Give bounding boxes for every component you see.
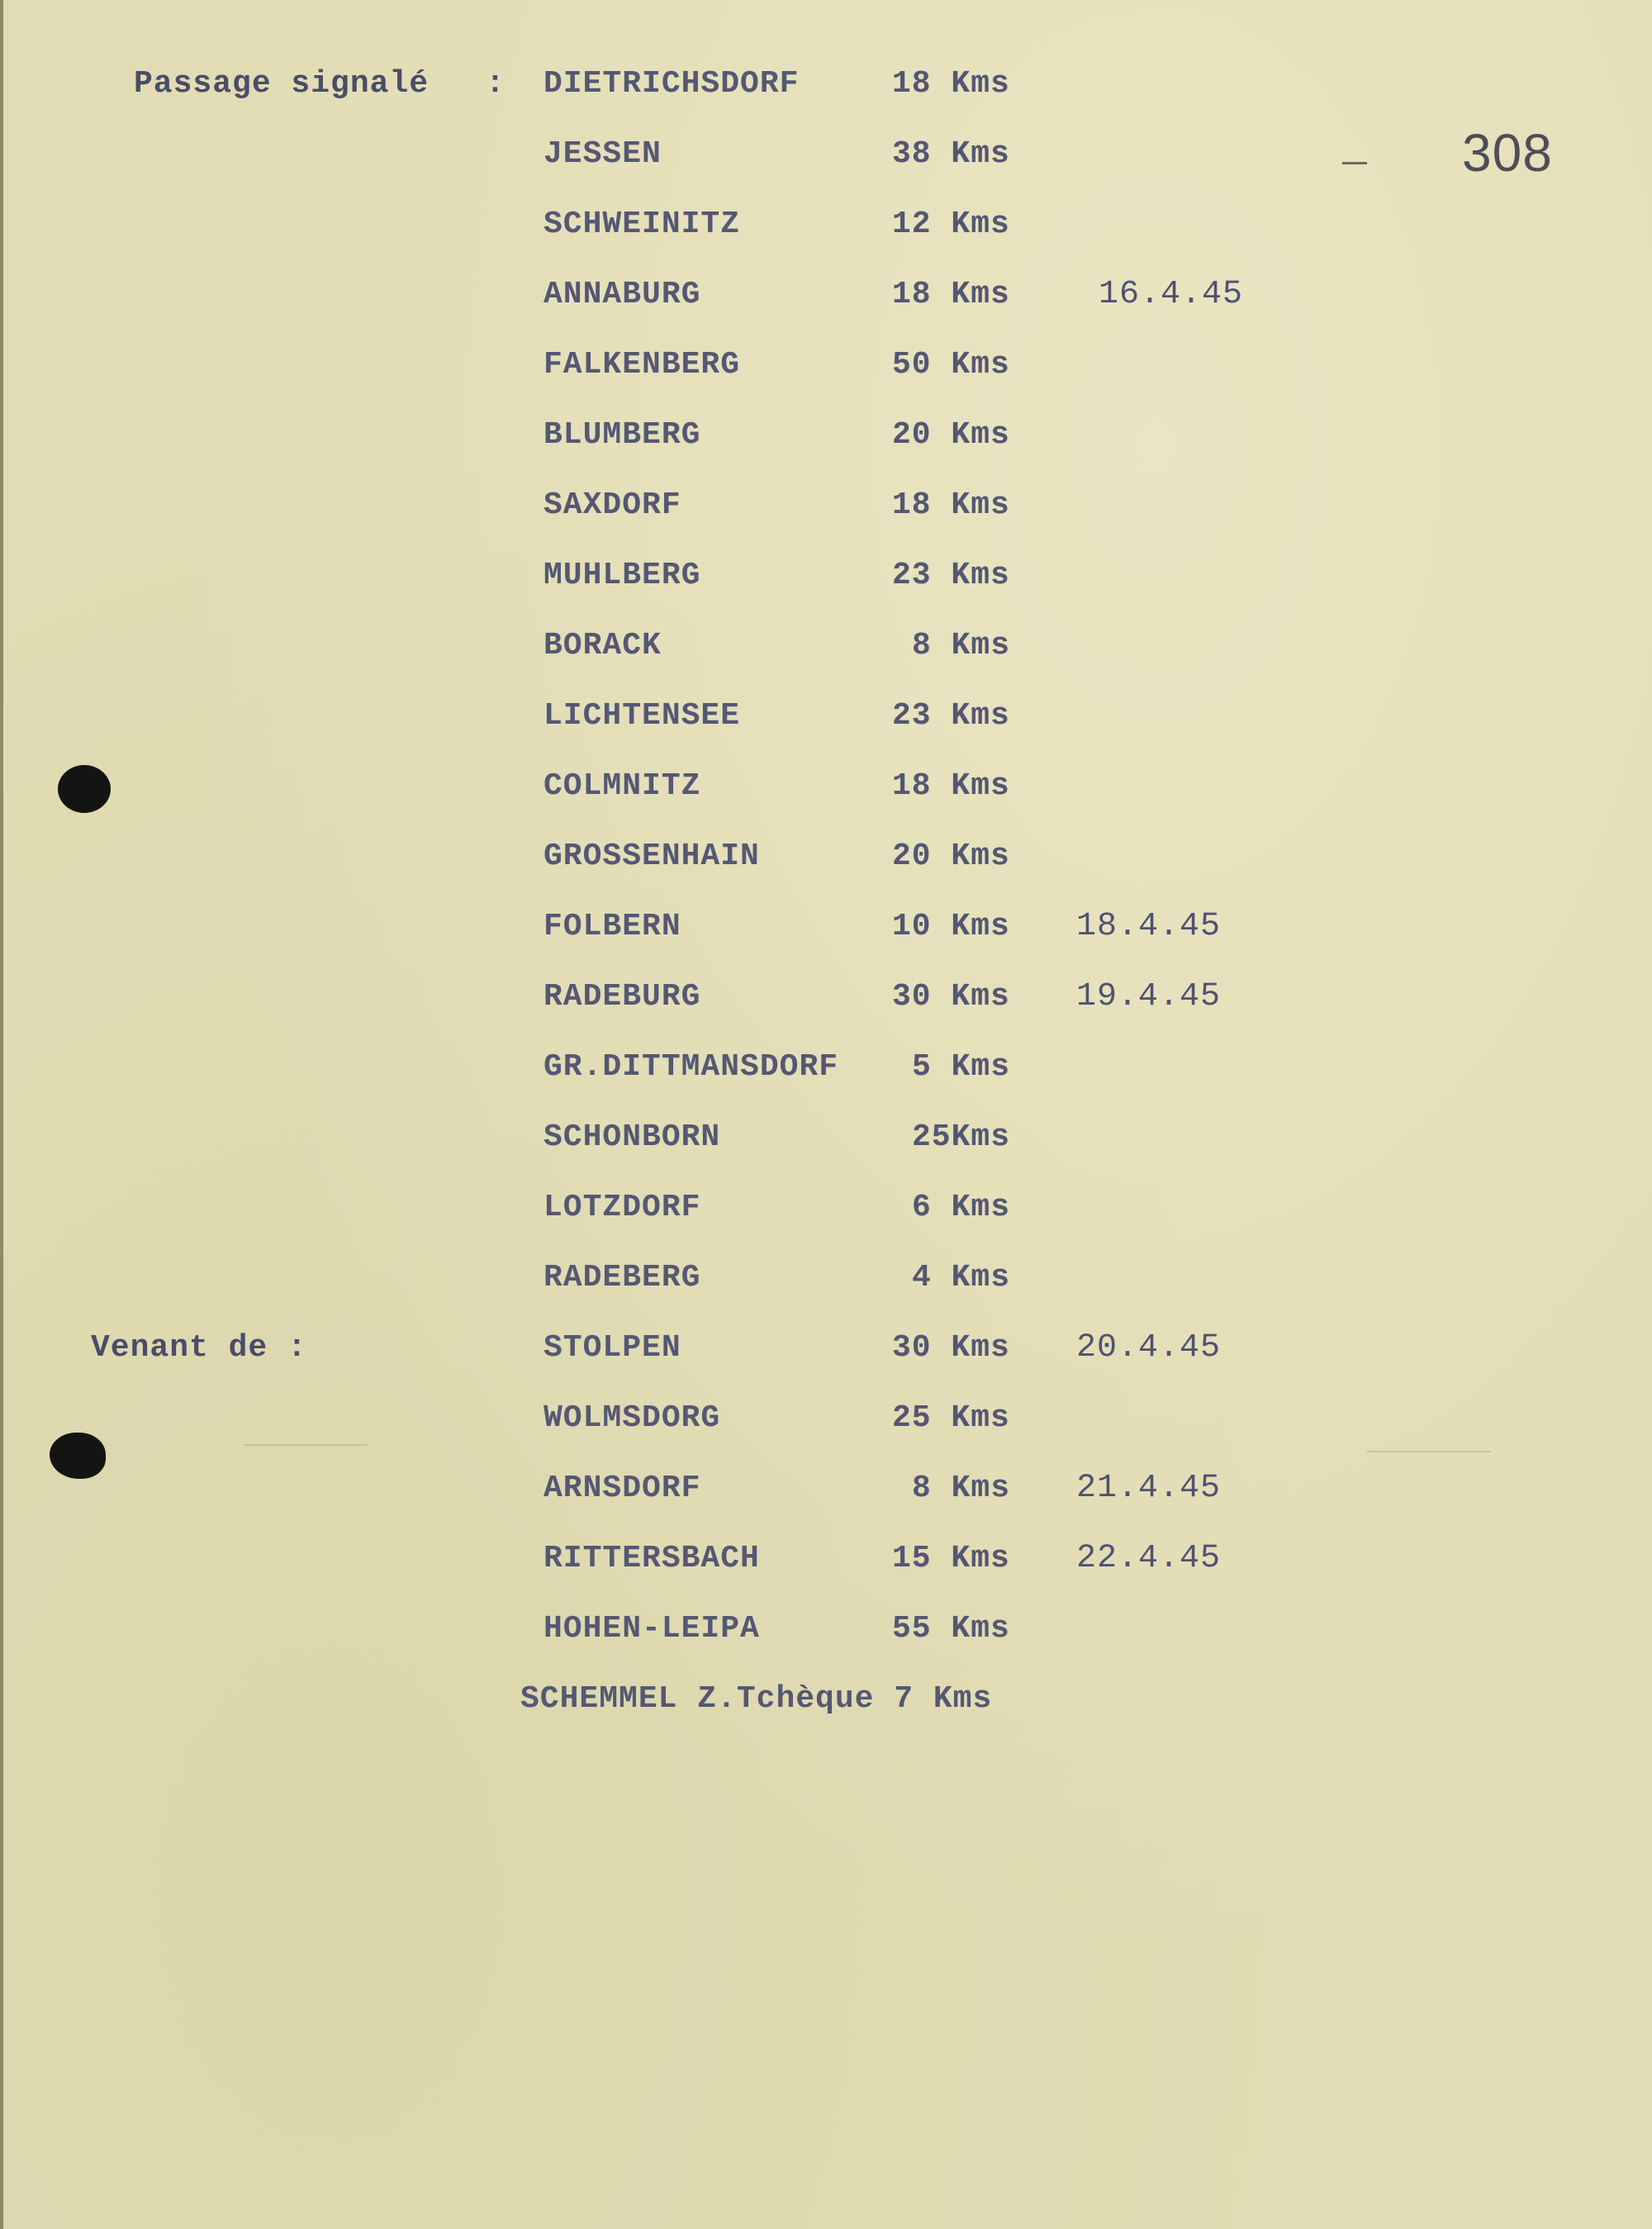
entry-date: 21.4.45 — [1076, 1470, 1222, 1507]
entry-place: FALKENBERG — [544, 347, 741, 383]
entry-distance: 8 Kms — [912, 628, 1011, 663]
entry-distance: 10 Kms — [892, 909, 1010, 944]
entry-place: LOTZDORF — [544, 1190, 701, 1225]
entry-distance: 23 Kms — [892, 558, 1010, 593]
entry-distance: 12 Kms — [892, 207, 1010, 242]
pencil-mark — [1342, 162, 1367, 164]
entry-distance: 25Kms — [912, 1119, 1011, 1155]
entry-place: ARNSDORF — [544, 1471, 701, 1506]
entry-distance: 6 Kms — [912, 1190, 1011, 1225]
entry-distance: 50 Kms — [892, 347, 1010, 383]
entry-distance: 20 Kms — [892, 839, 1010, 874]
entry-place: WOLMSDORG — [544, 1400, 721, 1436]
entry-distance: 15 Kms — [892, 1541, 1010, 1576]
entry-place: MUHLBERG — [544, 558, 701, 593]
punch-hole — [58, 765, 111, 813]
punch-hole — [50, 1433, 106, 1479]
entry-place: RADEBERG — [544, 1260, 701, 1295]
entry-place: SCHONBORN — [544, 1119, 721, 1155]
entry-place: GR.DITTMANSDORF — [544, 1049, 839, 1085]
entry-date: 22.4.45 — [1076, 1540, 1222, 1577]
label-colon: : — [486, 66, 506, 102]
entry-place: BLUMBERG — [544, 417, 701, 453]
entry-place: DIETRICHSDORF — [544, 66, 800, 102]
entry-distance: 38 Kms — [892, 136, 1010, 172]
entry-distance: 18 Kms — [892, 277, 1010, 312]
entry-distance: 18 Kms — [892, 66, 1010, 102]
entry-place: RITTERSBACH — [544, 1541, 760, 1576]
entry-distance: 18 Kms — [892, 768, 1010, 804]
entry-distance: 4 Kms — [912, 1260, 1011, 1295]
entry-place: SAXDORF — [544, 487, 681, 523]
entry-distance: 5 Kms — [912, 1049, 1011, 1085]
entry-distance: 30 Kms — [892, 1330, 1010, 1366]
entry-distance: 20 Kms — [892, 417, 1010, 453]
entry-place: FOLBERN — [544, 909, 681, 944]
entry-place: HOHEN-LEIPA — [544, 1611, 760, 1647]
entry-place: BORACK — [544, 628, 662, 663]
entry-place: JESSEN — [544, 136, 662, 172]
entry-date: 18.4.45 — [1076, 908, 1222, 945]
entry-place: STOLPEN — [544, 1330, 681, 1366]
entry-place: COLMNITZ — [544, 768, 701, 804]
entry-distance: 30 Kms — [892, 979, 1010, 1015]
scan-mark — [244, 1444, 368, 1446]
entry-distance: 8 Kms — [912, 1471, 1011, 1506]
entry-distance: 18 Kms — [892, 487, 1010, 523]
label-passage-signale: Passage signalé — [134, 66, 430, 102]
entry-place: ANNABURG — [544, 277, 701, 312]
entry-place: RADEBURG — [544, 979, 701, 1015]
scan-mark — [1367, 1451, 1491, 1452]
entry-place: GROSSENHAIN — [544, 839, 760, 874]
entry-distance: 23 Kms — [892, 698, 1010, 734]
page-edge — [0, 0, 3, 2229]
page-number: 308 — [1462, 123, 1553, 183]
entry-date: 19.4.45 — [1076, 978, 1222, 1015]
label-venant-de: Venant de : — [91, 1330, 307, 1366]
entry-date: 20.4.45 — [1076, 1329, 1222, 1366]
entry-distance: 55 Kms — [892, 1611, 1010, 1647]
entry-date: 16.4.45 — [1099, 276, 1244, 313]
entry-distance: 25 Kms — [892, 1400, 1010, 1436]
entry-place: LICHTENSEE — [544, 698, 741, 734]
entry-place: SCHWEINITZ — [544, 207, 741, 242]
final-line: SCHEMMEL Z.Tchèque 7 Kms — [520, 1681, 993, 1717]
